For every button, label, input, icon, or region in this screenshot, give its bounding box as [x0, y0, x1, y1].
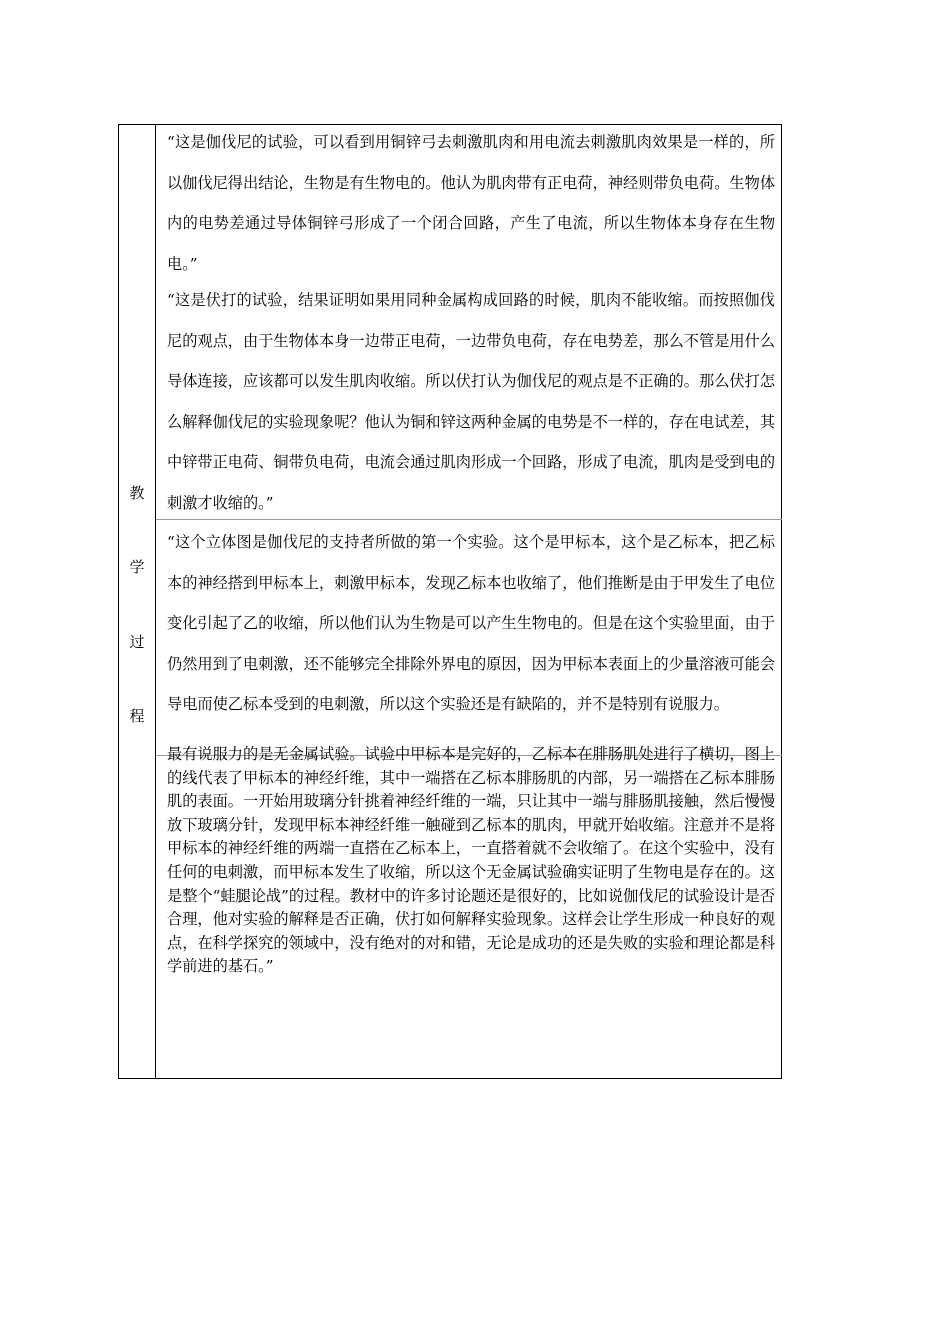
paragraph-volta-experiment: “这是伏打的试验，结果证明如果用同种金属构成回路的时候，肌肉不能收缩。而按照伽伐尼的观点，由于生物体本身一边带正电荷，一边带负电荷，存在电势差，那么不管是用什么导体连接，应该都可以发生肌肉收缩。所以伏打认为伽伐尼的观点是不正确的。那么伏打怎么解释伽伐尼的实验现象呢？他认为铜和锌这两种金属的电势是不一样的，存在电试差，其中锌带正电荷、铜带负电荷，电流会通过肌肉形成一个回路，形成了电流，肌肉是受到电的刺激才收缩的。”	[167, 291, 775, 512]
paragraph-metal-free-experiment: 最有说服力的是无金属试验。试验中甲标本是完好的，乙标本在腓肠肌处进行了横切，图上的线代表了甲标本的神经纤维，其中一端搭在乙标本腓肠肌的内部，另一端搭在乙标本腓肠肌的表面。一开始用玻璃分针挑着神经纤维的一端，只让其中一端与腓肠肌接触，然后慢慢放下玻璃分针，发现甲标本神经纤维一触碰到乙标本的肌肉，甲就开始收缩。注意并不是将甲标本的神经纤维的两端一直搭在乙标本上，一直搭着就不会收缩了。在这个实验中，没有任何的电刺激，而甲标本发生了收缩，所以这个无金属试验确实证明了生物电是存在的。这是整个“蛙腿论战”的过程。教材中的许多讨论题还是很好的，比如说伽伐尼的试验设计是否合理，他对实验的解释是否正确，伏打如何解释实验现象。这样会让学生形成一种良好的观点，在科学探究的领域中，没有绝对的对和错，无论是成功的还是失败的实验和理论都是科学前进的基石。”	[167, 745, 775, 976]
paragraph-first-support-experiment: “这个立体图是伽伐尼的支持者所做的第一个实验。这个是甲标本，这个是乙标本，把乙标本的神经搭到甲标本上，刺激甲标本，发现乙标本也收缩了，他们推断是由于甲发生了电位变化引起了乙的收缩，所以他们认为生物是可以产生生物电的。但是在这个实验里面，由于仍然用到了电刺激，还不能够完全排除外界电的原因，因为甲标本表面上的少量溶液可能会导电而使乙标本受到的电刺激，所以这个实验还是有缺陷的，并不是特别有说服力。	[167, 533, 775, 713]
section-label-char: 教	[129, 484, 145, 502]
lesson-table	[118, 124, 782, 1079]
paragraph-divider	[156, 519, 782, 520]
section-label-char: 程	[129, 707, 145, 725]
paragraph-galvani-experiment: “这是伽伐尼的试验，可以看到用铜锌弓去刺激肌肉和用电流去刺激肌肉效果是一样的，所以伽伐尼得出结论，生物是有生物电的。他认为肌肉带有正电荷，神经则带负电荷。生物体内的电势差通过导体铜锌弓形成了一个闭合回路，产生了电流，所以生物体本身存在生物电。”	[167, 133, 775, 273]
section-label-char: 学	[129, 558, 145, 576]
section-label-char: 过	[129, 633, 145, 651]
section-label-column	[119, 125, 156, 1078]
